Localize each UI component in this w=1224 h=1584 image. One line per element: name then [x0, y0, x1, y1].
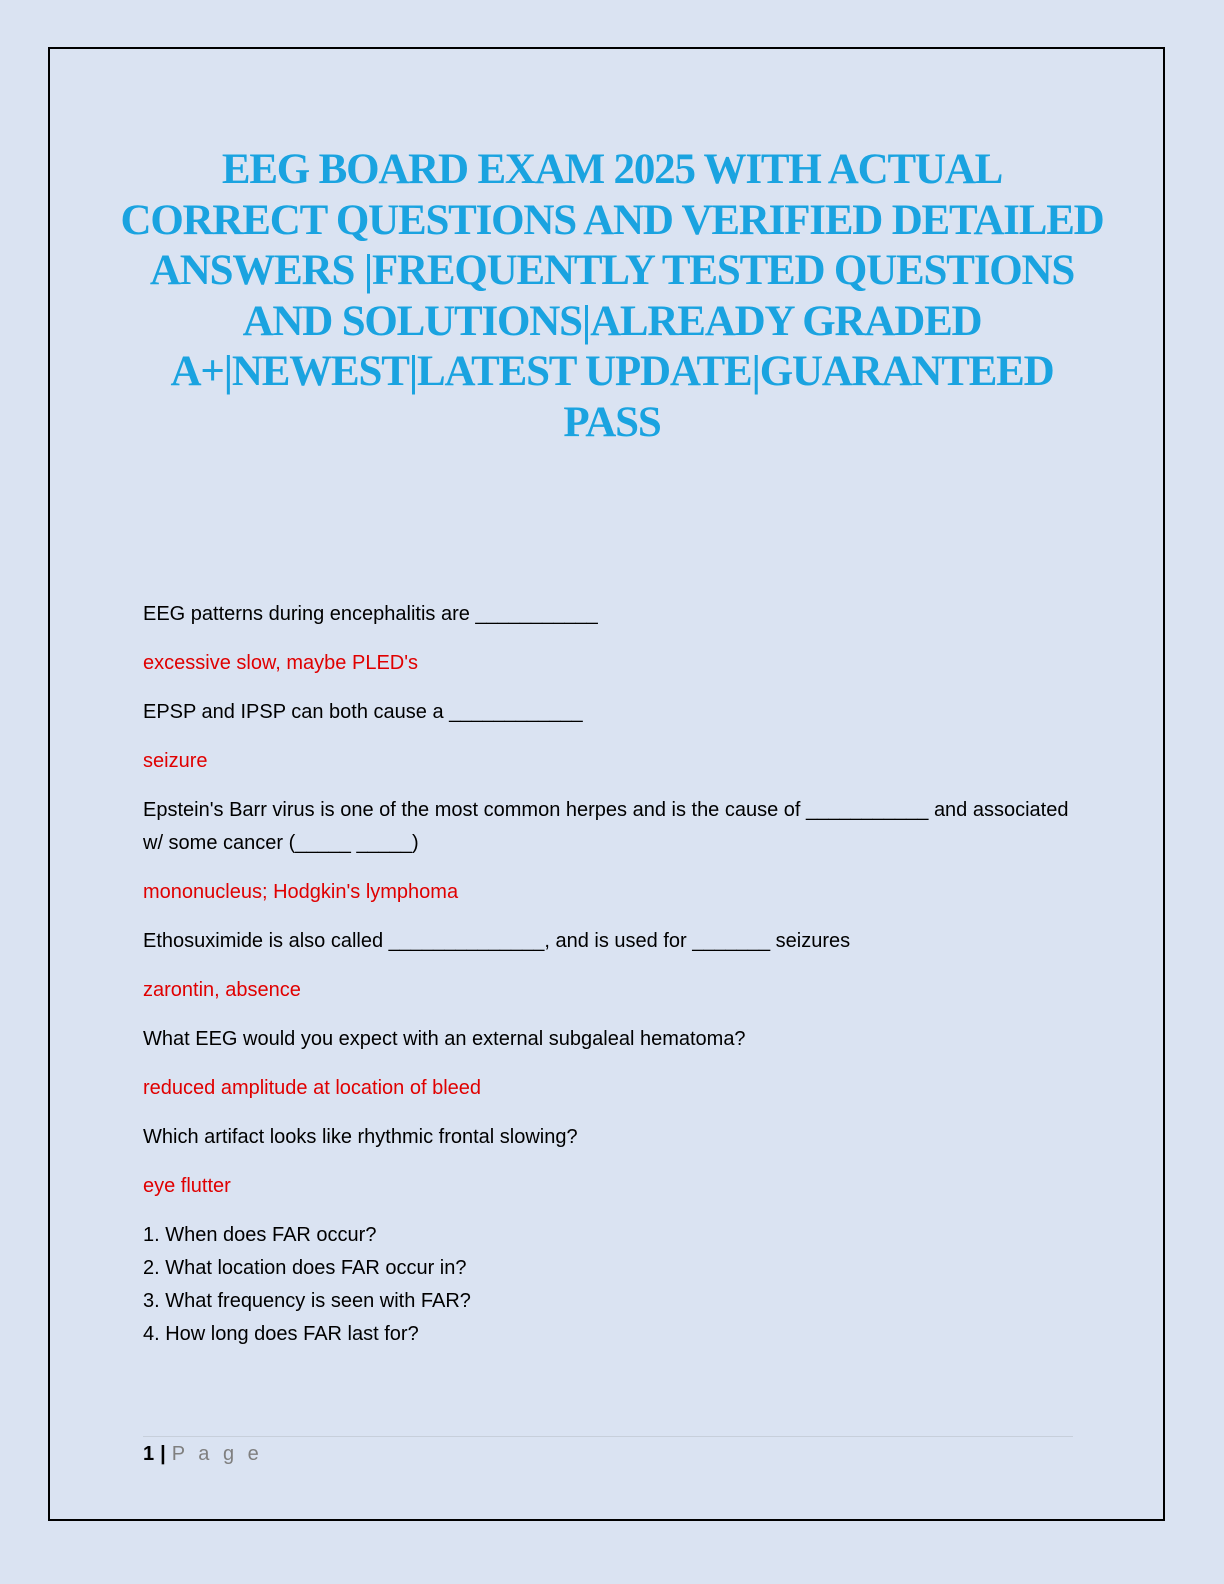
footer-separator: |: [160, 1443, 166, 1465]
question-6: Which artifact looks like rhythmic frontal slowing?: [143, 1126, 578, 1148]
answer-5: reduced amplitude at location of bleed: [143, 1077, 482, 1099]
page-footer: [143, 1441, 263, 1467]
numbered-question-list: [143, 1219, 1073, 1351]
question-3: Epstein's Barr virus is one of the most common herpes and is the cause of ___________ and associated w/ some cancer (_____ _____): [143, 799, 1069, 854]
answer-4: zarontin, absence: [143, 979, 301, 1001]
question-2: EPSP and IPSP can both cause a ____________: [143, 701, 583, 723]
answer-1: excessive slow, maybe PLED's: [143, 652, 419, 674]
list-item: 2. What location does FAR occur in?: [143, 1257, 467, 1279]
list-item: 4. How long does FAR last for?: [143, 1323, 419, 1345]
footer-divider: [143, 1436, 1073, 1437]
document-title: EEG BOARD EXAM 2025 WITH ACTUAL CORRECT QUESTIONS AND VERIFIED DETAILED ANSWERS |FREQUENTLY TESTED QUESTIONS AND SOLUTIONS|ALREADY GRADED A+|NEWEST|LATEST UPDATE|GUARANTEED PASS: [120, 146, 1104, 446]
list-item: 3. What frequency is seen with FAR?: [143, 1290, 471, 1312]
answer-2: seizure: [143, 750, 208, 772]
page-number: 1: [143, 1443, 155, 1465]
answer-3: mononucleus; Hodgkin's lymphoma: [143, 881, 459, 903]
answer-6: eye flutter: [143, 1175, 231, 1197]
list-item: 1. When does FAR occur?: [143, 1224, 377, 1246]
question-5: What EEG would you expect with an external subgaleal hematoma?: [143, 1028, 746, 1050]
page-label: P a g e: [171, 1443, 263, 1465]
question-1: EEG patterns during encephalitis are ___________: [143, 603, 598, 625]
question-4: Ethosuximide is also called ______________, and is used for _______ seizures: [143, 930, 851, 952]
qa-content: [143, 598, 1073, 1351]
